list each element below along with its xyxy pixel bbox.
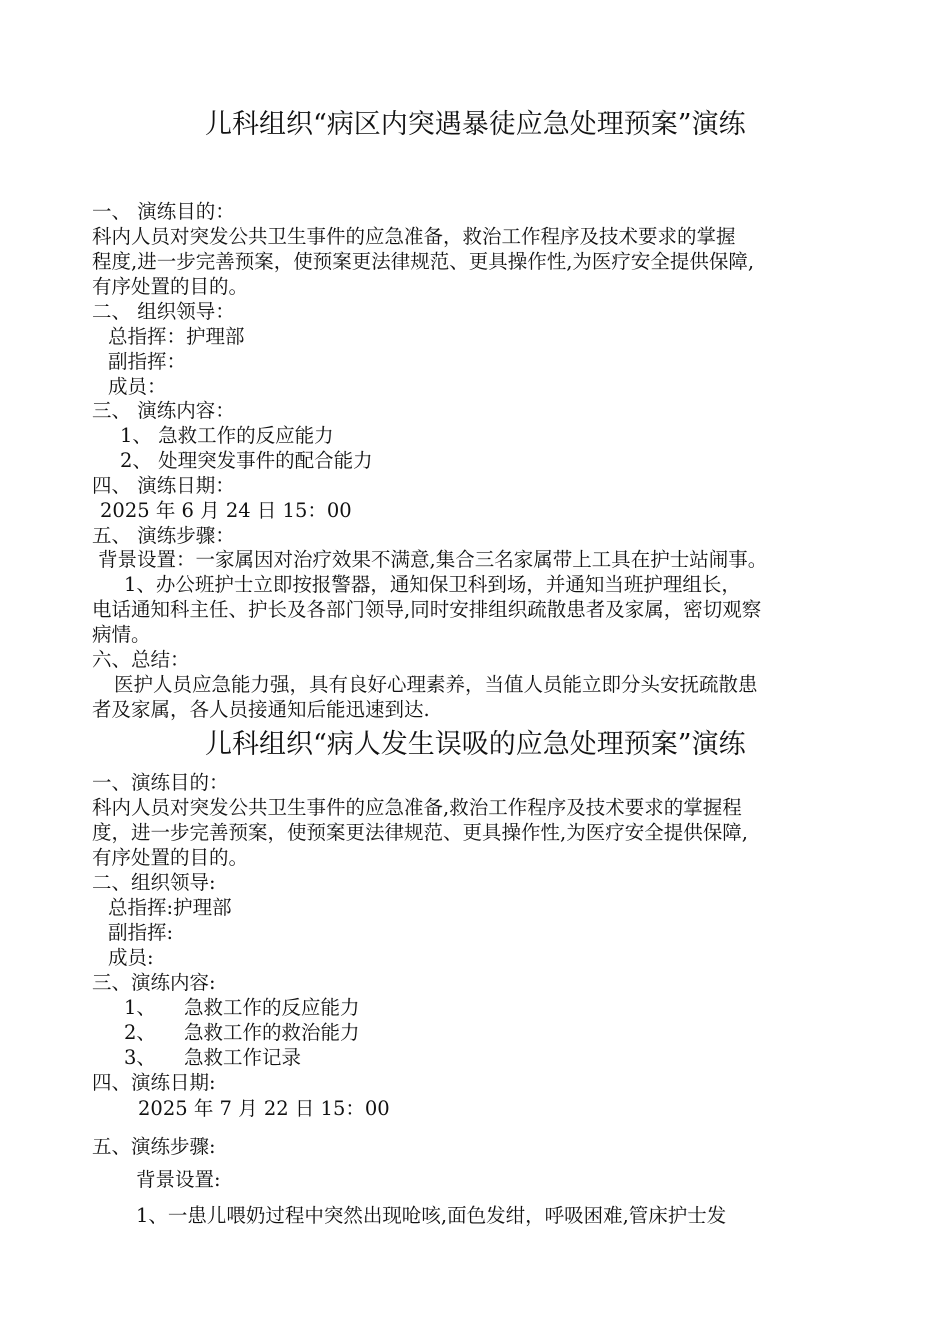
- chief-commander: 总指挥：护理部: [108, 325, 245, 348]
- content-2-item-3-number: 3、: [124, 1046, 156, 1069]
- content-2-item-1: 急救工作的反应能力: [184, 996, 360, 1019]
- drill-date: 2025 年 6 月 24 日 15：00: [100, 499, 352, 522]
- section-2-heading: 二、 组织领导：: [92, 300, 235, 323]
- section-1-paragraph-line-3: 有序处置的目的。: [92, 275, 249, 298]
- content-item-2: 2、 处理突发事件的配合能力: [120, 449, 373, 472]
- content-2-item-2: 急救工作的救治能力: [184, 1021, 360, 1044]
- members: 成员：: [108, 375, 167, 398]
- deputy-commander-2: 副指挥:: [108, 921, 174, 944]
- deputy-commander: 副指挥：: [108, 350, 187, 373]
- section-3-heading-2: 三、演练内容:: [92, 971, 216, 994]
- members-2: 成员:: [108, 946, 154, 969]
- step-1-line-3: 病情。: [92, 623, 151, 646]
- chief-commander-2: 总指挥:护理部: [108, 896, 232, 919]
- step-1-line-2: 电话通知科主任、护长及各部门领导,同时安排组织疏散患者及家属，密切观察: [92, 598, 762, 621]
- content-2-item-3: 急救工作记录: [184, 1046, 302, 1069]
- drill-title-2: 儿科组织“病人发生误吸的应急处理预案”演练: [205, 729, 746, 760]
- section-3-heading: 三、 演练内容：: [92, 399, 235, 422]
- content-2-item-2-number: 2、: [124, 1021, 156, 1044]
- summary-line-1: 医护人员应急能力强，具有良好心理素养，当值人员能立即分头安抚疏散患: [114, 673, 758, 696]
- section-4-heading: 四、 演练日期：: [92, 474, 235, 497]
- section-5-heading-2: 五、演练步骤:: [92, 1135, 216, 1158]
- section-1-paragraph-2-line-3: 有序处置的目的。: [92, 846, 249, 869]
- drill-date-2: 2025 年 7 月 22 日 15：00: [138, 1097, 390, 1120]
- section-4-heading-2: 四、演练日期:: [92, 1071, 216, 1094]
- summary-line-2: 者及家属，各人员接通知后能迅速到达.: [92, 698, 430, 721]
- step-1-line-1: 1、办公班护士立即按报警器，通知保卫科到场，并通知当班护理组长，: [124, 573, 741, 596]
- section-1-paragraph-line-2: 程度,进一步完善预案，使预案更法律规范、更具操作性,为医疗安全提供保障,: [92, 250, 755, 273]
- section-1-paragraph-line-1: 科内人员对突发公共卫生事件的应急准备，救治工作程序及技术要求的掌握: [92, 225, 736, 248]
- scenario-background-2: 背景设置:: [136, 1168, 221, 1191]
- section-5-heading: 五、 演练步骤：: [92, 524, 235, 547]
- section-1-heading: 一、 演练目的：: [92, 200, 235, 223]
- drill-title-1: 儿科组织“病区内突遇暴徒应急处理预案”演练: [205, 109, 746, 140]
- section-1-heading-2: 一、演练目的：: [92, 771, 229, 794]
- section-1-paragraph-2-line-2: 度，进一步完善预案，使预案更法律规范、更具操作性,为医疗安全提供保障,: [92, 821, 748, 844]
- section-2-heading-2: 二、组织领导:: [92, 871, 216, 894]
- section-6-heading: 六、总结：: [92, 648, 190, 671]
- scenario-background: 背景设置：一家属因对治疗效果不满意,集合三名家属带上工具在护士站闹事。: [98, 548, 768, 571]
- content-item-1: 1、 急救工作的反应能力: [120, 424, 334, 447]
- step-1-2: 1、一患儿喂奶过程中突然出现呛咳,面色发绀，呼吸困难,管床护士发: [136, 1204, 727, 1227]
- content-2-item-1-number: 1、: [124, 996, 156, 1019]
- section-1-paragraph-2-line-1: 科内人员对突发公共卫生事件的应急准备,救治工作程序及技术要求的掌握程: [92, 796, 742, 819]
